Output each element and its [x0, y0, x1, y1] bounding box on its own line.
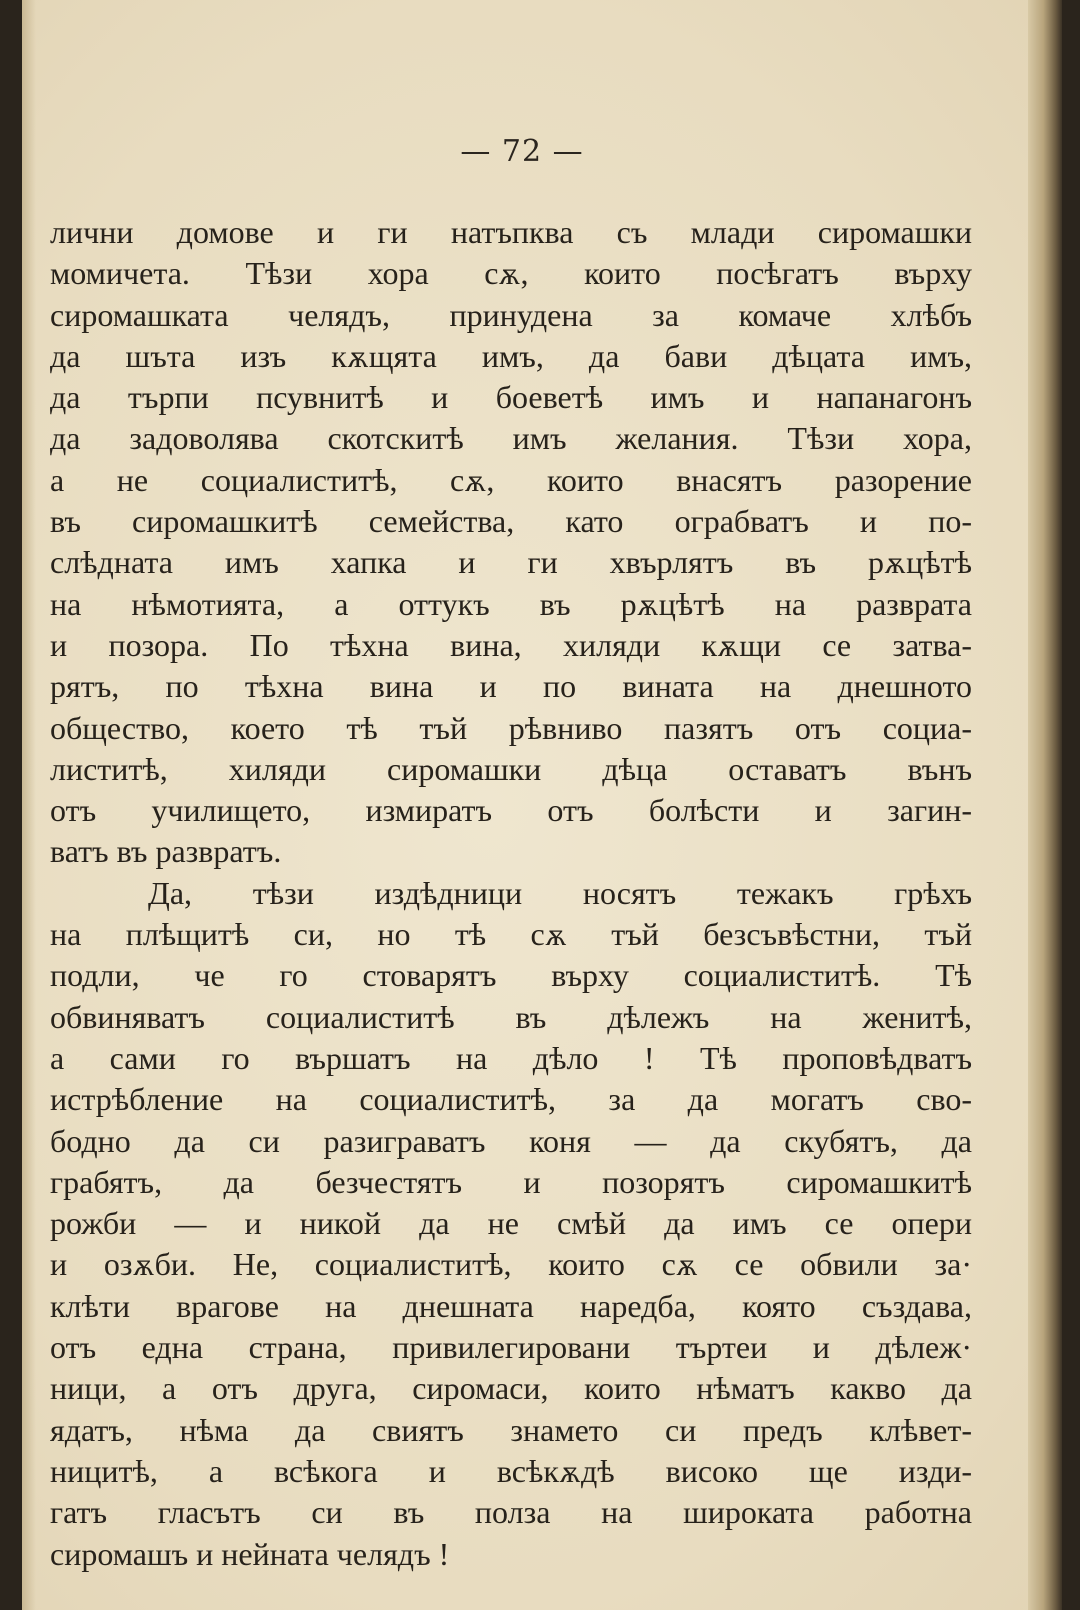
- text-line: а сами го вършатъ на дѣло ! Тѣ проповѣдватъ: [50, 1039, 972, 1076]
- text-line: да задоволява скотскитѣ имъ желания. Тѣзи хора,: [50, 420, 972, 457]
- text-line: момичета. Тѣзи хора сѫ, които посѣгатъ върху: [50, 255, 972, 292]
- page-right-edge: [1028, 0, 1062, 1610]
- page-number: — 72 —: [460, 134, 584, 169]
- text-line: лични домове и ги натъпква съ млади сиромашки: [50, 214, 972, 250]
- text-line: Да, тѣзи издѣдници носятъ тежакъ грѣхъ: [148, 874, 972, 911]
- text-line: и озѫби. Не, социалиститѣ, които сѫ се обвили за·: [50, 1246, 972, 1283]
- book-page: [22, 0, 1062, 1610]
- text-line: общество, което тѣ тъй рѣвниво пазятъ отъ социа-: [50, 709, 972, 746]
- text-line: ватъ въ развратъ.: [50, 833, 282, 870]
- text-line: и позора. По тѣхна вина, хиляди кѫщи се затва-: [50, 626, 972, 663]
- text-line: да търпи псувнитѣ и боеветѣ имъ и напанагонъ: [50, 379, 972, 416]
- text-line: ядатъ, нѣма да свиятъ знамето си предъ клѣвет-: [50, 1411, 972, 1448]
- page-left-shadow: [22, 0, 36, 1610]
- text-line: обвиняватъ социалиститѣ въ дѣлежъ на женитѣ,: [50, 998, 972, 1035]
- text-line: листитѣ, хиляди сиромашки дѣца оставатъ вънъ: [50, 750, 972, 787]
- text-line: гатъ гласътъ си въ полза на широката работна: [50, 1494, 972, 1531]
- text-line: клѣти врагове на днешната наредба, която създава,: [50, 1287, 972, 1324]
- paragraph-2: [50, 873, 972, 1575]
- text-line: на нѣмотията, а оттукъ въ рѫцѣтѣ на разврата: [50, 585, 972, 622]
- text-line: отъ една страна, привилегировани търтеи и дѣлеж·: [50, 1329, 972, 1366]
- text-line: ници, а отъ друга, сиромаси, които нѣматъ какво да: [50, 1370, 972, 1407]
- text-line: въ сиромашкитѣ семейства, като ограбватъ и по-: [50, 503, 972, 540]
- text-line: истрѣбление на социалиститѣ, за да могатъ сво-: [50, 1081, 972, 1118]
- text-line: рятъ, по тѣхна вина и по вината на днешното: [50, 668, 972, 705]
- text-line: на плѣщитѣ си, но тѣ сѫ тъй безсъвѣстни, тъй: [50, 916, 972, 953]
- text-line: бодно да си разиграватъ коня — да скубятъ, да: [50, 1122, 972, 1159]
- text-line: рожби — и никой да не смѣй да имъ се опери: [50, 1205, 972, 1242]
- text-line: слѣдната имъ хапка и ги хвърлятъ въ рѫцѣтѣ: [50, 544, 972, 581]
- text-line: сиромашката челядъ, принудена за комаче хлѣбъ: [50, 296, 972, 333]
- text-line: отъ училището, измиратъ отъ болѣсти и загин-: [50, 792, 972, 829]
- body-text: [50, 212, 972, 1575]
- text-line: сиромашъ и нейната челядъ !: [50, 1535, 450, 1572]
- text-line: ницитѣ, а всѣкога и всѣкѫдѣ високо ще изди-: [50, 1452, 972, 1489]
- text-line: подли, че го стоварятъ върху социалиститѣ. Тѣ: [50, 957, 972, 994]
- paragraph-1: [50, 212, 972, 873]
- text-line: грабятъ, да безчестятъ и позорятъ сиромашкитѣ: [50, 1163, 972, 1200]
- text-line: а не социалиститѣ, сѫ, които внасятъ разорение: [50, 461, 972, 498]
- text-line: да шъта изъ кѫщята имъ, да бави дѣцата имъ,: [50, 337, 972, 374]
